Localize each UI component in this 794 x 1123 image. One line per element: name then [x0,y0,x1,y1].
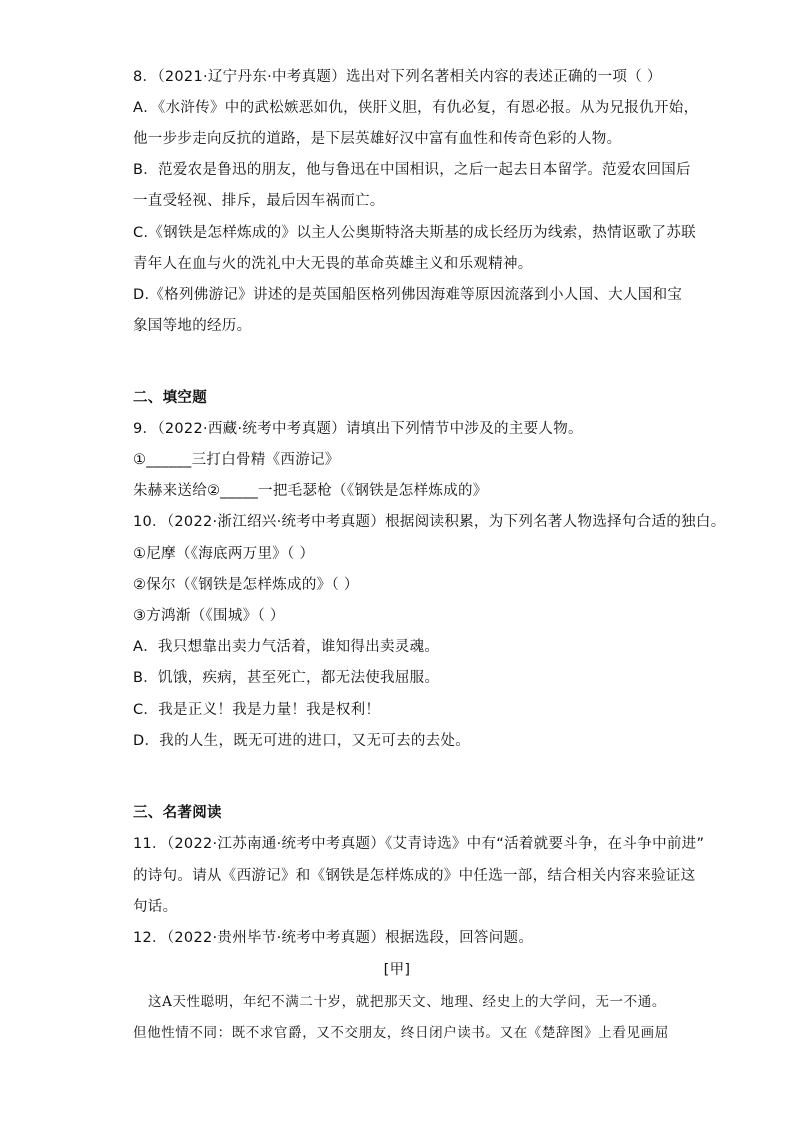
excerpt-paragraph-line2: 但他性情不同：既不求官爵，又不交朋友，终日闭户读书。又在《楚辞图》上看见画屈 [133,1025,669,1041]
q8-option-a-line2: 他一步步走向反抗的道路，是下层英雄好汉中富有血性和传奇色彩的人物。 [133,131,622,147]
q9-stem: 9．（2022·西藏·统考中考真题）请填出下列情节中涉及的主要人物。 [133,421,583,437]
q10-item2: ②保尔（《钢铁是怎样炼成的》（ ） [133,577,359,593]
q10-option-d: D．我的人生，既无可进的进口，又无可去的去处。 [133,733,471,749]
q10-option-b: B．饥饿，疾病，甚至死亡，都无法使我屈服。 [133,670,440,686]
q11-line2: 的诗句。请从《西游记》和《钢铁是怎样炼成的》中任选一部，结合相关内容来验证这 [133,868,696,884]
q8-option-d-line1: D.《格列佛游记》讲述的是英国船医格列佛因海难等原因流落到小人国、大人国和宝 [133,287,683,303]
q9-item2: 朱赫来送给②_____一把毛瑟枪（《钢铁是怎样炼成的》 [133,483,488,499]
q10-option-c: C．我是正义！我是力量！我是权利！ [133,702,381,718]
q8-option-c-line2: 青年人在血与火的洗礼中大无畏的革命英雄主义和乐观精神。 [133,256,533,272]
q10-item1: ①尼摩（《海底两万里》（ ） [133,546,315,562]
q8-option-b-line1: B．范爱农是鲁迅的朋友，他与鲁迅在中国相识，之后一起去日本留学。范爱农回国后 [133,162,691,178]
q9-item1: ①______三打白骨精《西游记》 [133,452,340,468]
q8-option-b-line2: 一直受轻视、排斥，最后因车祸而亡。 [133,193,385,209]
q12-stem: 12．（2022·贵州毕节·统考中考真题）根据选段，回答问题。 [133,930,534,946]
excerpt-paragraph-line1: 这A天性聪明，年纪不满二十岁，就把那天文、地理、经史上的大学问，无一不通。 [148,994,666,1010]
section-fill-in-title: 二、填空题 [133,390,207,406]
section-reading-title: 三、名著阅读 [133,805,222,821]
q8-option-c-line1: C.《钢铁是怎样炼成的》以主人公奥斯特洛夫斯基的成长经历为线索，热情讴歌了苏联 [133,225,696,241]
q8-option-d-line2: 象国等地的经历。 [133,318,252,334]
q10-option-a: A．我只想靠出卖力气活着，谁知得出卖灵魂。 [133,639,440,655]
q11-line3: 句话。 [133,899,178,915]
q8-option-a-line1: A．《水浒传》中的武松嫉恶如仇，侠肝义胆，有仇必复，有恩必报。从为兄报仇开始， [133,100,699,116]
q10-item3: ③方鸿渐（《围城》（ ） [133,608,285,624]
excerpt-label: [甲] [383,962,411,978]
q10-stem: 10．（2022·浙江绍兴·统考中考真题）根据阅读积累，为下列名著人物选择句合适的独白。 [133,514,726,530]
q8-stem: 8．（2021·辽宁丹东·中考真题）选出对下列名著相关内容的表述正确的一项（ ） [133,69,662,85]
q11-line1: 11．（2022·江苏南通·统考中考真题）《艾青诗选》中有“活着就要斗争，在斗争中前进” [133,836,705,852]
